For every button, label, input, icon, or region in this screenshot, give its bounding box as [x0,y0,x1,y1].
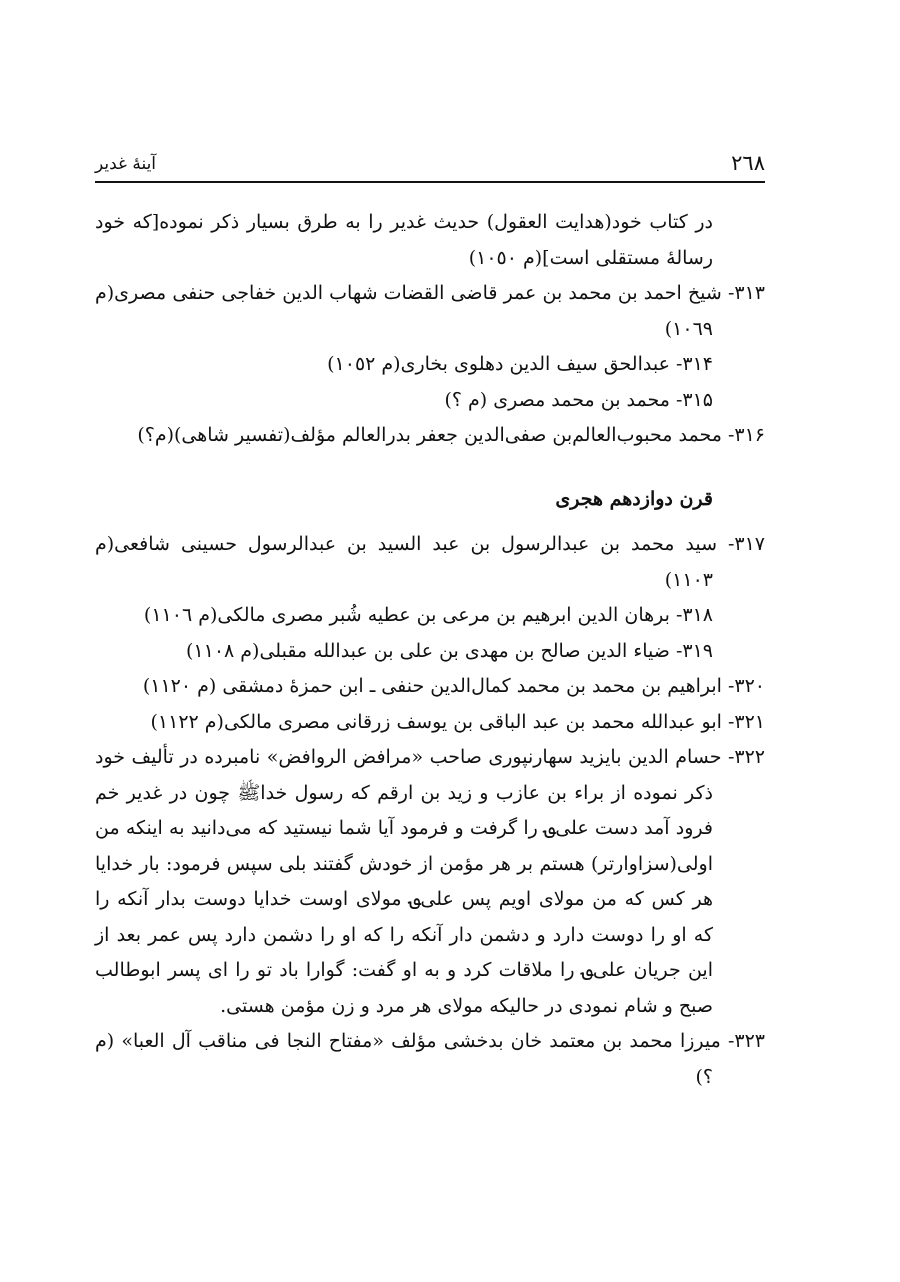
list-item: ٣١٨- برهان الدین ابرهیم بن مرعی بن عطیه شُبر مصری مالکی(م ١١٠٦) [143,604,713,626]
list-item: ٣٢٠- ابراهیم بن محمد بن محمد کمال‌الدین حنفی ـ ابن حمزهٔ دمشقی (م ١١٢٠) [142,675,765,697]
list-item: ٣٢١- ابو عبدالله محمد بن عبد الباقی بن یوسف زرقانی مصری مالکی(م ١١٢٢) [150,710,765,733]
list-item: ٣١٣- شیخ احمد بن محمد بن عمر قاضی القضات شهاب الدین خفاجی حنفی مصری(م ١٠٦٩) [95,282,765,340]
list-item: ٣١٩- ضیاء الدین صالح بن مهدی بن علی بن عبدالله مقبلی(م ١١٠٨) [186,639,713,662]
header-rule [95,181,765,183]
continuation-paragraph: در کتاب خود(هدایت العقول) حدیث غدیر را به طرق بسیار ذکر نموده[که خود رسالهٔ مستقلی است](م ١٠٥٠) [95,211,713,269]
page-body [95,205,765,1095]
list-item: ٣١۴- عبدالحق سیف الدین دهلوی بخاری(م ١٠٥٢) [327,353,713,375]
page-number: ٢٦٨ [731,151,765,175]
list-item: ٣١۵- محمد بن محمد مصری (م ؟) [444,388,713,411]
list-item: ٣١۶- محمد محبوب‌العالم‌بن صفی‌الدین جعفر بدرالعالم مؤلف(تفسیر شاهی)(م؟) [137,424,765,446]
page-header [95,150,765,180]
section-heading: قرن دوازدهم هجری [555,487,713,510]
running-title: آینهٔ غدیر [95,154,157,174]
list-item: ٣١٧- سید محمد بن عبدالرسول بن عبد السید بن عبدالرسول حسینی شافعی(م ١١٠٣) [95,533,766,591]
list-item: ٣٢٢- حسام الدین بایزید سهارنپوری صاحب «مرافض الروافض» نامبرده در تألیف خود ذکر نموده از براء بن عازب و زید بن ارقم که رسول خداﷺ چون در غدیر خم فرود آمد دست علی؈ را گرفت و فرمود آیا شما نیستید که می‌دانید به اینکه من اولی(سزاوارتر) هستم بر هر مؤمن از خودش گفتند بلی سپس فرمود: بار خدایا هر کس که من مولای اویم پس علی؈ مولای اوست خدایا دوست بدار آنکه را که او را دوست دارد و دشمن دار آنکه را که او را دشمن دارد پس عمر بعد از این جریان علی؈ را ملاقات کرد و به او گفت: گوارا باد تو را ای پسر ابوطالب صبح و شام نمودی در حالیکه مولای هر مرد و زن مؤمن هستی. [95,746,765,1017]
list-item: ٣٢٣- میرزا محمد بن معتمد خان بدخشی مؤلف «مفتاح النجا فی مناقب آل العبا» (م ؟) [95,1030,765,1088]
